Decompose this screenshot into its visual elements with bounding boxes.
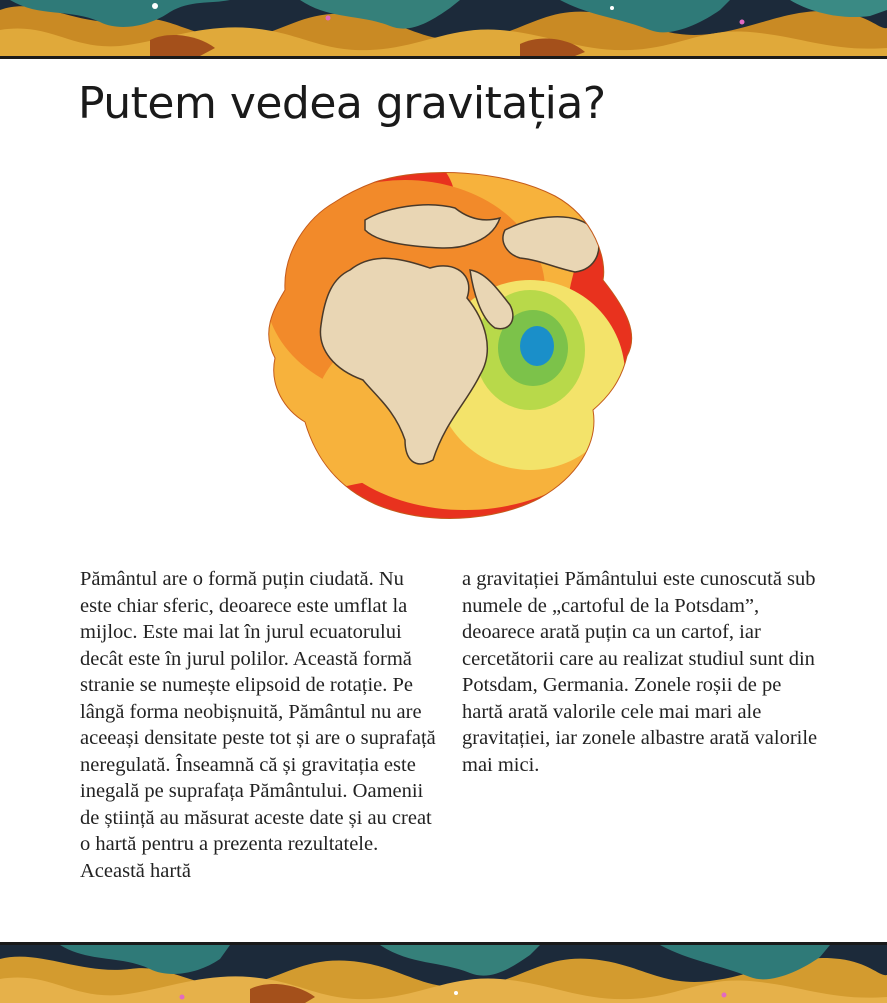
decorative-border-bottom: [0, 942, 887, 1003]
body-text-left: Pământul are o formă puțin ciudată. Nu este chiar sferic, deoarece este umflat la mijloc. Este mai lat în jurul ecuatorului decât este în jurul polilor. Această formă stranie se numește elipsoid de rotație. Pe lângă forma neobișnuită, Pământul nu are aceeași densitate peste tot și are o suprafață neregulată. Înseamnă că și gravitația este inegală pe suprafața Pământului. Oamenii de știință au măsurat aceste date și au creat o hartă pentru a prezenta rezultatele. Această hartă: [80, 568, 436, 882]
gravity-potato-map: [255, 160, 645, 530]
body-text-right: a gravitației Pământului este cunoscută sub numele de „cartoful de la Potsdam”, deoarece arată puțin ca un cartof, iar cercetătorii care au realizat studiul sunt din Potsdam, Germania. Zonele roșii de pe hartă arată valorile cele mai mari ale gravitației, iar zonele albastre arată valorile mai mici.: [462, 568, 818, 776]
decorative-border-top: [0, 0, 887, 59]
page-title: Putem vedea gravitația?: [78, 78, 606, 129]
